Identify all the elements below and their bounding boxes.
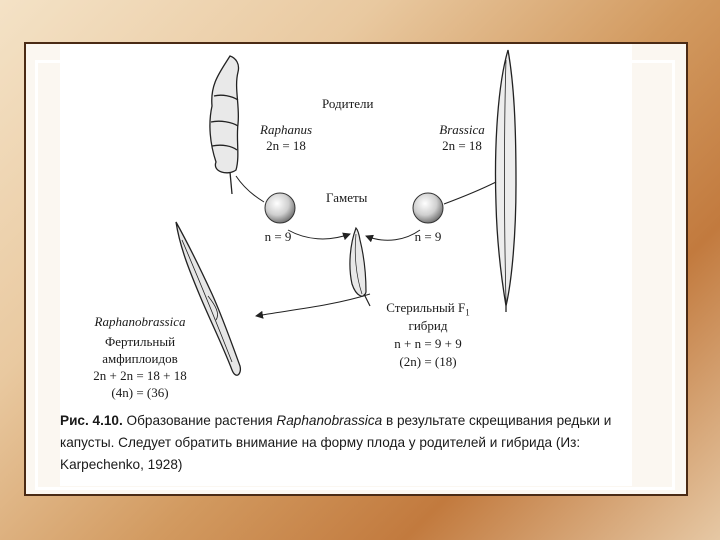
hybrid-line2: гибрид	[408, 318, 448, 333]
caption-text-after: в результате скрещивания редьки и капусты. Следует обратить внимание на форму плода у родителей и гибрида (Из: Karpechenko, 1928)	[60, 413, 612, 472]
parents-label: Родители	[322, 96, 374, 111]
brassica-name: Brassica	[439, 122, 485, 137]
raphanus-pod	[210, 56, 239, 194]
hybrid-line3: n + n = 9 + 9	[394, 336, 462, 351]
caption-text-before: Образование растения	[122, 413, 277, 428]
figure-panel	[60, 44, 632, 486]
raphanobrassica-line1: Фертильный	[104, 334, 176, 349]
hybrid-pod	[350, 228, 370, 306]
raphanobrassica-line4: (4n) = (36)	[111, 385, 169, 400]
raphanobrassica-name: Raphanobrassica	[94, 314, 186, 329]
figure-caption	[60, 410, 632, 476]
hybrid-line1-sub: 1	[465, 307, 470, 318]
hybrid-line4: (2n) = (18)	[399, 354, 457, 369]
brassica-chromosomes: 2n = 18	[442, 138, 482, 153]
gametes-label: Гаметы	[326, 190, 368, 205]
hybrid-line1-text: Стерильный F	[386, 300, 466, 315]
gamete-left-label: n = 9	[264, 229, 292, 244]
raphanus-chromosomes: 2n = 18	[266, 138, 306, 153]
gamete-left	[265, 193, 295, 223]
gamete-right	[413, 193, 443, 223]
gamete-right-label: n = 9	[414, 229, 442, 244]
raphanobrassica-line2: амфиплоидов	[102, 351, 178, 366]
caption-label: Рис. 4.10.	[60, 413, 123, 428]
raphanus-name: Raphanus	[260, 122, 312, 137]
brassica-pod	[496, 50, 517, 312]
caption-species: Raphanobrassica	[276, 413, 383, 428]
raphanobrassica-line3: 2n + 2n = 18 + 18	[93, 368, 187, 383]
